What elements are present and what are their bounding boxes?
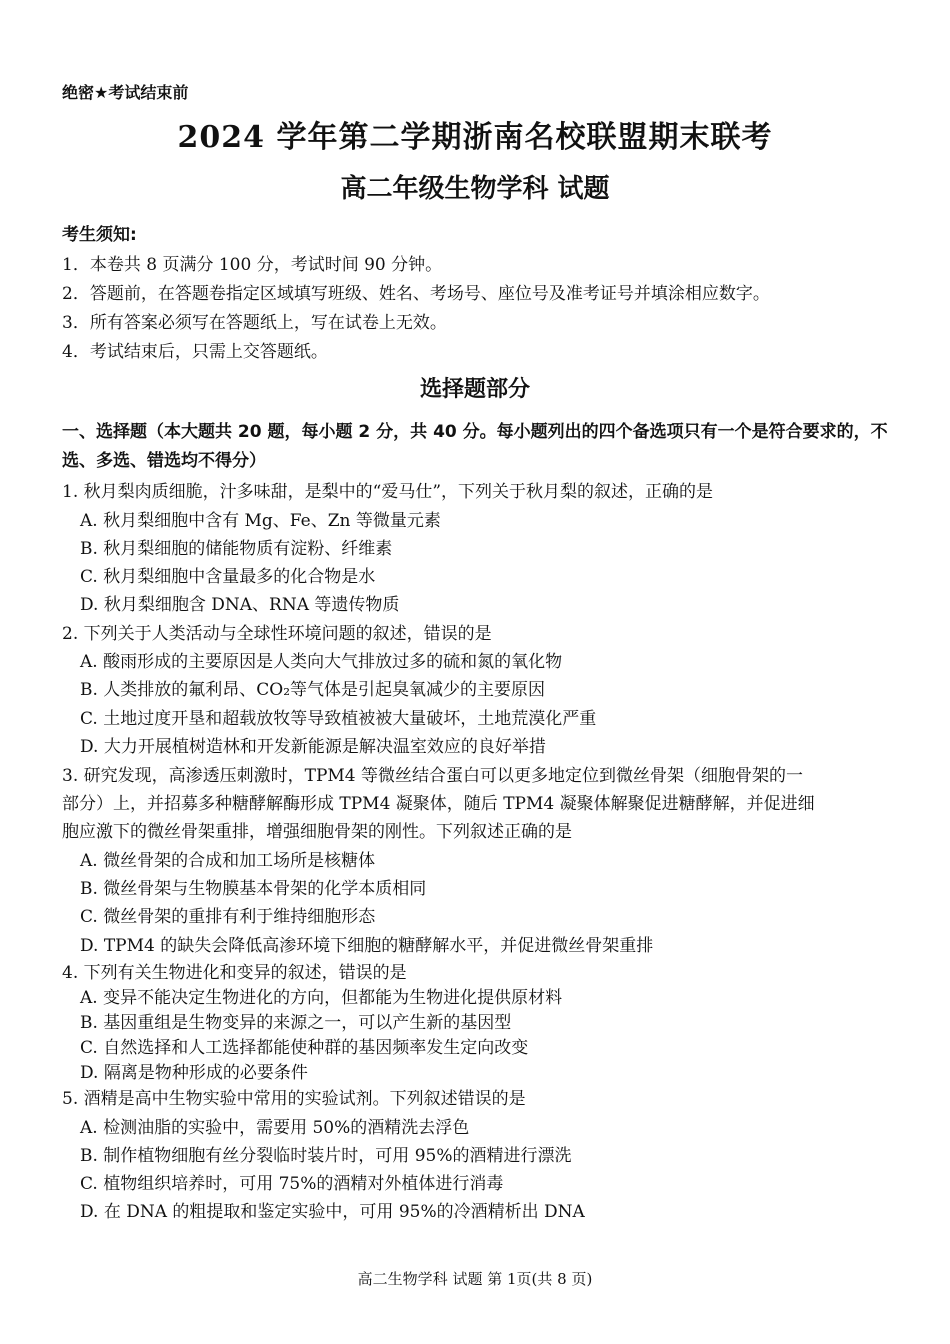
- question-option: A. 秋月梨细胞中含有 Mg、Fe、Zn 等微量元素: [80, 511, 441, 531]
- question-stem: 1. 秋月梨肉质细脆，汁多味甜，是梨中的“爱马仕”，下列关于秋月梨的叙述，正确的是: [62, 482, 714, 502]
- notice-item: 2．答题前，在答题卷指定区域填写班级、姓名、考场号、座位号及准考证号并填涂相应数字。: [62, 284, 770, 304]
- question-option: C. 土地过度开垦和超载放牧等导致植被被大量破坏，土地荒漠化严重: [80, 709, 597, 729]
- question-stem: 部分）上，并招募多种糖酵解酶形成 TPM4 凝聚体，随后 TPM4 凝聚体解聚促进糖酵解，并促进细: [62, 794, 815, 814]
- question-option: D. 在 DNA 的粗提取和鉴定实验中，可用 95%的冷酒精析出 DNA: [80, 1202, 585, 1222]
- notice-heading: 考生须知:: [62, 225, 137, 245]
- question-stem: 5. 酒精是高中生物实验中常用的实验试剂。下列叙述错误的是: [62, 1089, 526, 1109]
- notice-item: 1．本卷共 8 页满分 100 分，考试时间 90 分钟。: [62, 255, 443, 275]
- notice-item: 4．考试结束后，只需上交答题纸。: [62, 342, 328, 362]
- question-option: B. 基因重组是生物变异的来源之一，可以产生新的基因型: [80, 1013, 512, 1033]
- question-option: B. 秋月梨细胞的储能物质有淀粉、纤维素: [80, 539, 393, 559]
- question-option: A. 变异不能决定生物进化的方向，但都能为生物进化提供原材料: [80, 988, 563, 1008]
- question-stem: 3. 研究发现，高渗透压刺激时，TPM4 等微丝结合蛋白可以更多地定位到微丝骨架（细胞骨架的一: [62, 766, 804, 786]
- part-heading: 一、选择题（本大题共 20 题，每小题 2 分，共 40 分。每小题列出的四个备选项只有一个是符合要求的，不选、多选、错选均不得分）: [62, 422, 888, 471]
- section-title: 选择题部分: [419, 377, 530, 402]
- notice-item: 3．所有答案必须写在答题纸上，写在试卷上无效。: [62, 313, 447, 333]
- page-footer: 高二生物学科 试题 第 1页(共 8 页): [357, 1270, 593, 1288]
- question-option: D. TPM4 的缺失会降低高渗环境下细胞的糖酵解水平，并促进微丝骨架重排: [80, 936, 654, 956]
- question-stem: 2. 下列关于人类活动与全球性环境问题的叙述，错误的是: [62, 624, 492, 644]
- exam-subtitle: 高二年级生物学科 试题: [340, 174, 610, 204]
- question-option: B. 制作植物细胞有丝分裂临时装片时，可用 95%的酒精进行漂洗: [80, 1146, 572, 1166]
- question-option: D. 大力开展植树造林和开发新能源是解决温室效应的良好举措: [80, 737, 546, 757]
- question-option: D. 隔离是物种形成的必要条件: [80, 1063, 308, 1083]
- question-stem: 胞应激下的微丝骨架重排，增强细胞骨架的刚性。下列叙述正确的是: [62, 822, 572, 842]
- question-option: A. 检测油脂的实验中，需要用 50%的酒精洗去浮色: [80, 1118, 470, 1138]
- question-option: B. 微丝骨架与生物膜基本骨架的化学本质相同: [80, 879, 427, 899]
- secret-label: 绝密★考试结束前: [62, 83, 189, 102]
- question-option: C. 植物组织培养时，可用 75%的酒精对外植体进行消毒: [80, 1174, 504, 1194]
- exam-title: 2024 学年第二学期浙南名校联盟期末联考: [177, 120, 773, 155]
- question-option: C. 微丝骨架的重排有利于维持细胞形态: [80, 907, 376, 927]
- question-option: C. 秋月梨细胞中含量最多的化合物是水: [80, 567, 376, 587]
- question-stem: 4. 下列有关生物进化和变异的叙述，错误的是: [62, 963, 407, 983]
- question-option: B. 人类排放的氟利昂、CO₂等气体是引起臭氧减少的主要原因: [80, 680, 546, 700]
- question-option: A. 酸雨形成的主要原因是人类向大气排放过多的硫和氮的氧化物: [80, 652, 563, 672]
- question-option: C. 自然选择和人工选择都能使种群的基因频率发生定向改变: [80, 1038, 529, 1058]
- question-option: D. 秋月梨细胞含 DNA、RNA 等遗传物质: [80, 595, 400, 615]
- question-option: A. 微丝骨架的合成和加工场所是核糖体: [80, 851, 376, 871]
